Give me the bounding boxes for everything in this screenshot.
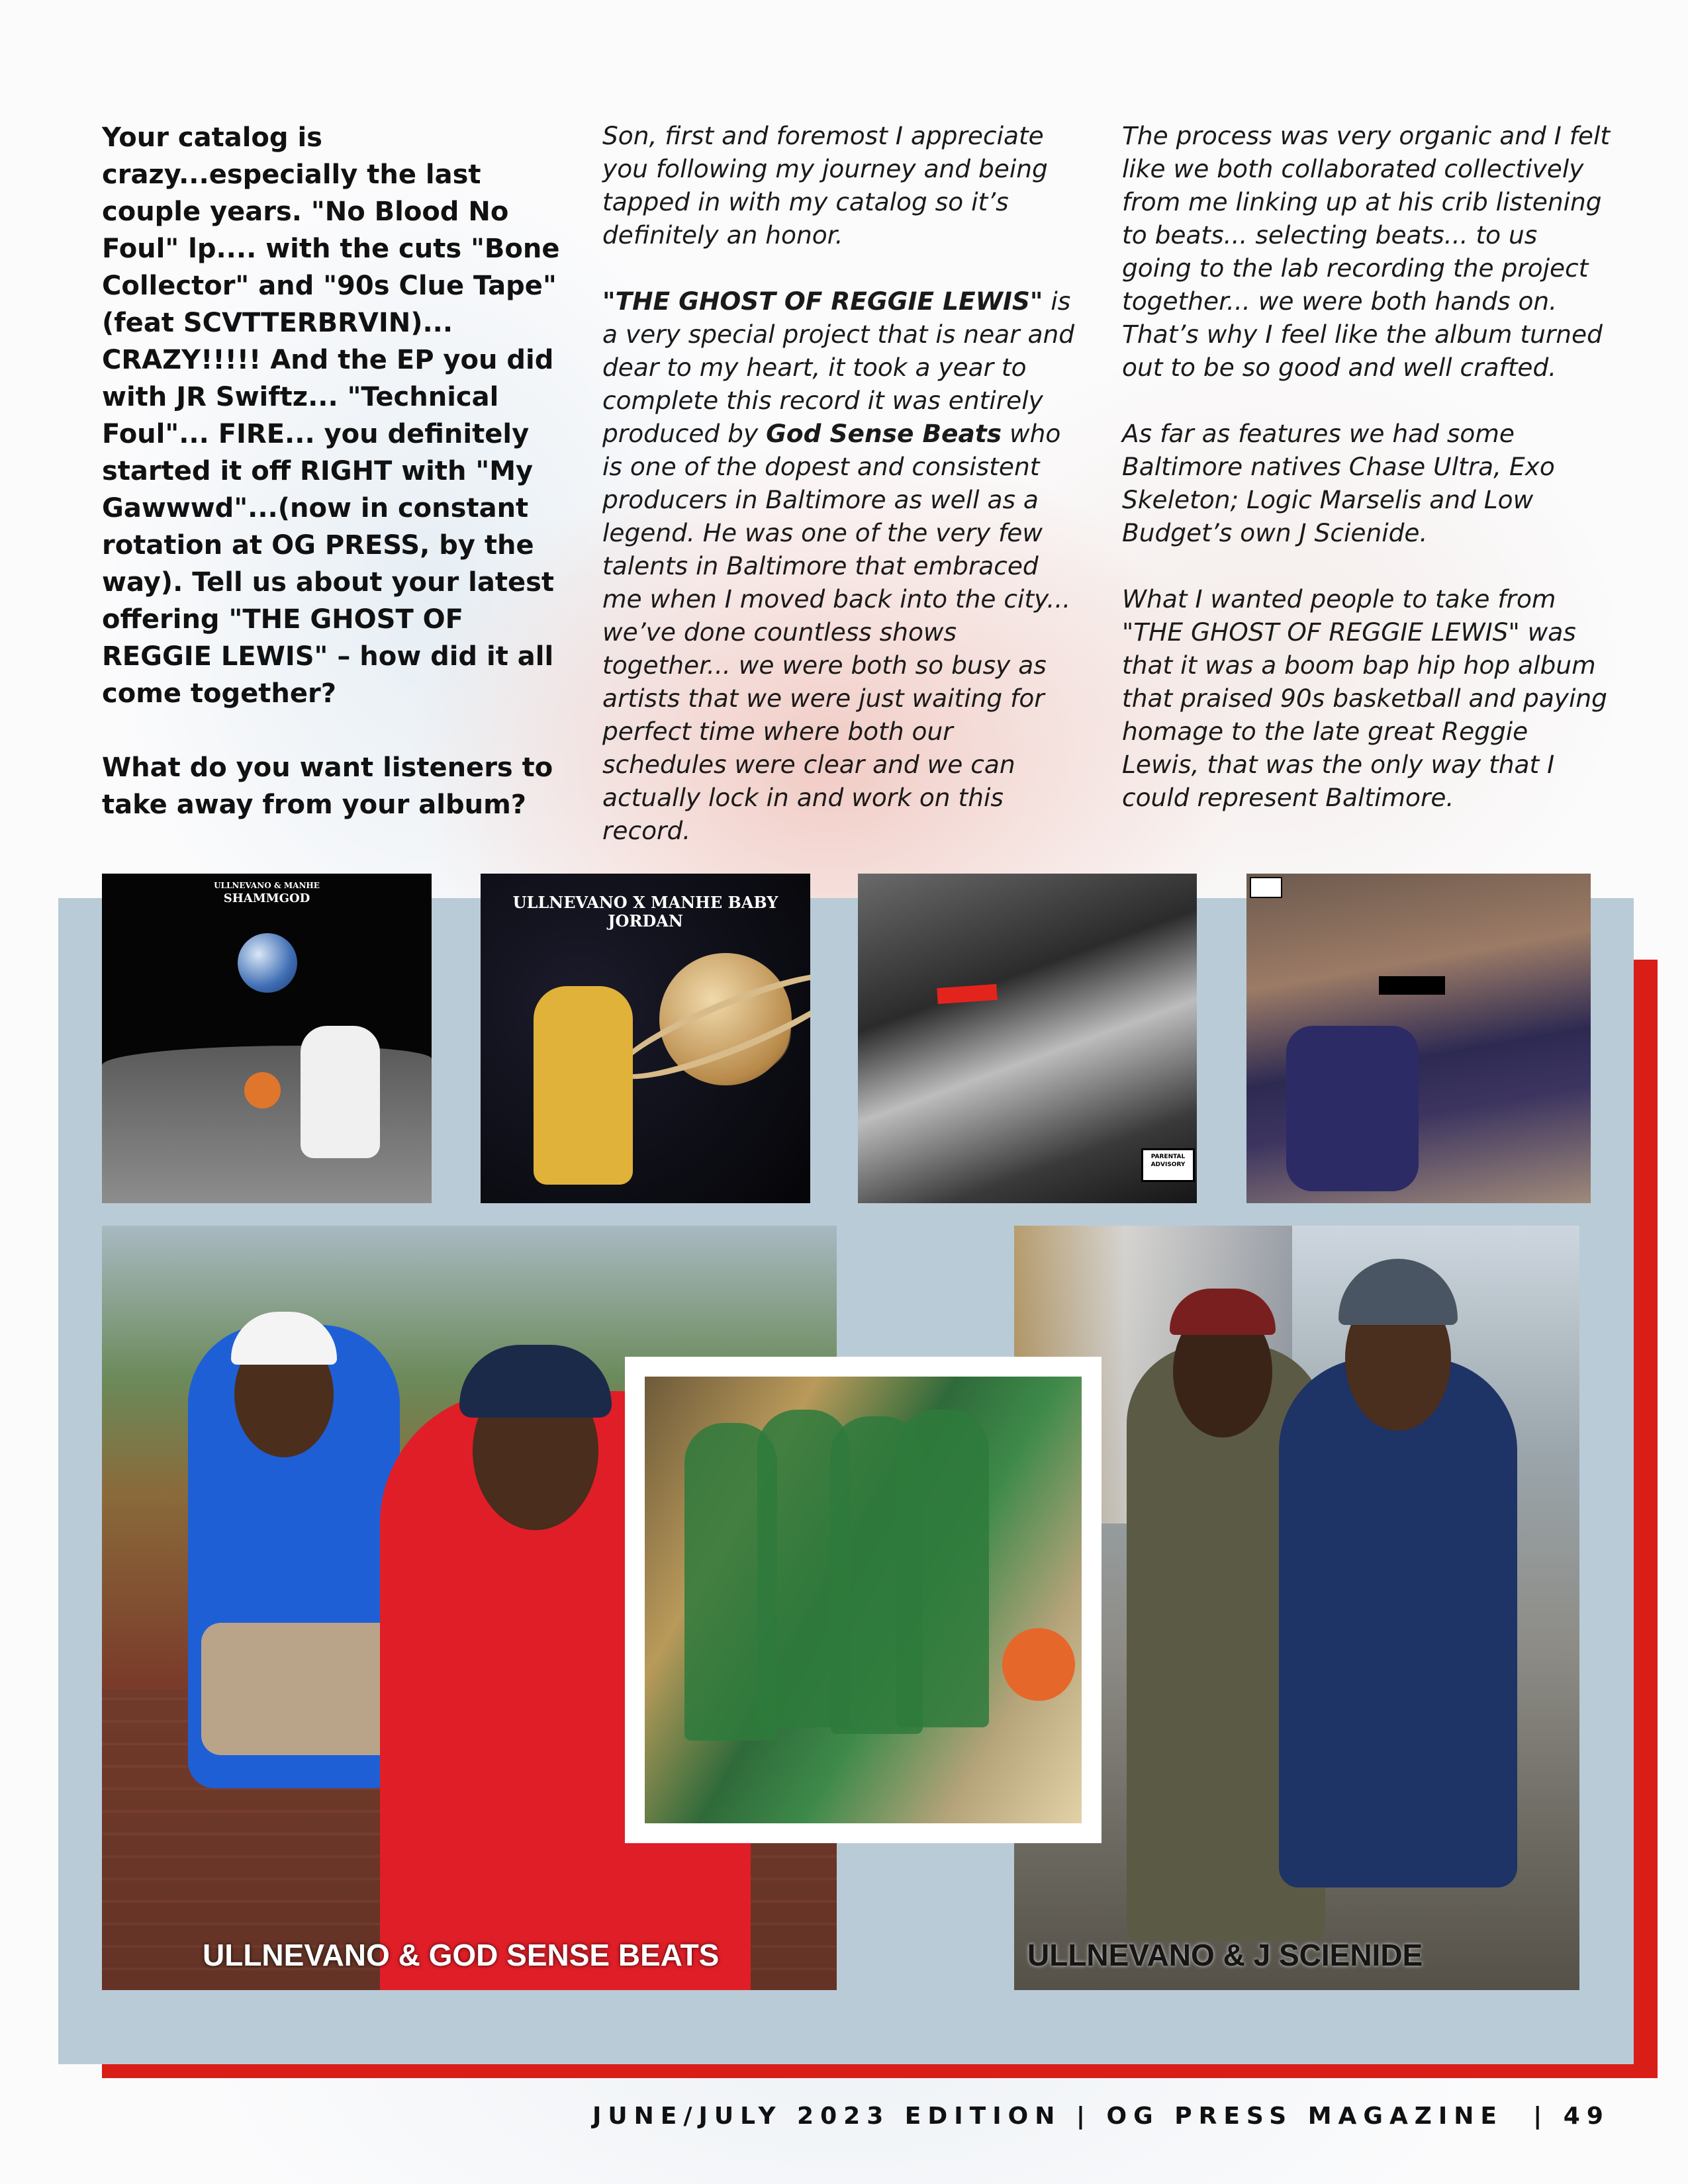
answer-column-2 [1122, 119, 1612, 847]
painting [645, 1377, 1082, 1823]
basketball-icon [1002, 1628, 1075, 1701]
answer-paragraph-3: The process was very organic and I felt like we both collaborated collectively from me linking up at his crib listening to beats... selecting beats... to us going to the lab recording the project together... we were both hands on. That’s why I feel like the album turned out to be so good and well crafted. [1122, 121, 1611, 382]
photo-caption-right: ULLNEVANO & J SCIENIDE [1027, 1938, 1423, 1972]
album-cover-game-still [1246, 874, 1591, 1203]
white-cap [231, 1312, 337, 1365]
album-title: "THE GHOST OF REGGIE LEWIS" [602, 287, 1043, 316]
painted-figure [896, 1410, 989, 1727]
photo-caption-left: ULLNEVANO & GOD SENSE BEATS [203, 1938, 720, 1972]
censor-bar-red [937, 984, 997, 1004]
person-shorts [201, 1623, 400, 1755]
basketball-icon [244, 1072, 281, 1109]
answer-paragraph-2-b: who is one of the dopest and consistent producers in Baltimore as well as a legend. He was one of the very few talents in Baltimore that embraced me when I moved back into the city... we’ve done countless shows together... we were both so busy as artists that we were just waiting for perfect time where both our schedules were clear and we can actually lock in and work on this record. [602, 419, 1071, 845]
gray-beanie [1338, 1259, 1458, 1325]
basketball-jersey [1286, 1026, 1419, 1191]
question-1: Your catalog is crazy...especially the last couple years. "No Blood No Foul" lp.... with the cuts "Bone Collector" and "90s Clue Tape" (feat SCVTTERBRVIN)... CRAZY!!!!! And the EP you did with JR Swiftz... "Technical Foul"... FIRE... you definitely started it off RIGHT with "My Gawwwd"...(now in constant rotation at OG PRESS, by the way). Tell us about your latest offering "THE GHOST OF REGGIE LEWIS" – how did it all come together? [102, 122, 560, 709]
earth-graphic [238, 933, 297, 993]
cover1-text [102, 880, 432, 907]
advisory-label: PARENTAL ADVISORY [1150, 1154, 1186, 1168]
cover1-artist: ULLNEVANO & MANHE [214, 881, 320, 890]
album-artwork-painting [625, 1357, 1102, 1843]
album-cover-shammgod [102, 874, 432, 1203]
answer-paragraph-4: As far as features we had some Baltimore natives Chase Ultra, Exo Skeleton; Logic Marselis and Low Budget’s own J Scienide. [1122, 419, 1555, 547]
parental-advisory-badge [1141, 1148, 1195, 1182]
censor-bar-black [1379, 976, 1445, 995]
album-cover-bw-game-photo [858, 874, 1197, 1203]
answer-paragraph-1: Son, first and foremost I appreciate you following my journey and being tapped in with my catalog so it’s definitely an honor. [602, 121, 1048, 250]
person-navy-puffer [1279, 1358, 1517, 1888]
question-column [102, 119, 565, 860]
page-footer: JUNE/JULY 2023 EDITION | OG PRESS MAGAZINE | 49 [592, 2103, 1610, 2130]
answer-paragraph-5: What I wanted people to take from "THE GHOST OF REGGIE LEWIS" was that it was a boom bap hip hop album that praised 90s basketball and paying homage to the late great Reggie Lewis, that was the only way that I could represent Baltimore. [1122, 584, 1607, 812]
basketball-player-figure [534, 986, 633, 1185]
cover1-title: SHAMMGOD [223, 891, 310, 905]
parental-advisory-badge [1250, 877, 1282, 898]
producer-name: God Sense Beats [766, 419, 1002, 448]
answer-paragraph-2-a: is a very special project that is near and dear to my heart, it took a year to complete this record it was entirely produced by [602, 287, 1075, 448]
answer-paragraph-2 [602, 285, 1079, 847]
moon-surface [102, 1046, 432, 1203]
answer-column-1 [602, 119, 1079, 880]
cover2-title: ULLNEVANO X MANHE BABY JORDAN [512, 893, 778, 931]
basketball-player-figure [301, 1026, 380, 1158]
navy-hat [459, 1345, 612, 1418]
album-cover-baby-jordan [481, 874, 810, 1203]
question-2: What do you want listeners to take away from your album? [102, 752, 553, 820]
